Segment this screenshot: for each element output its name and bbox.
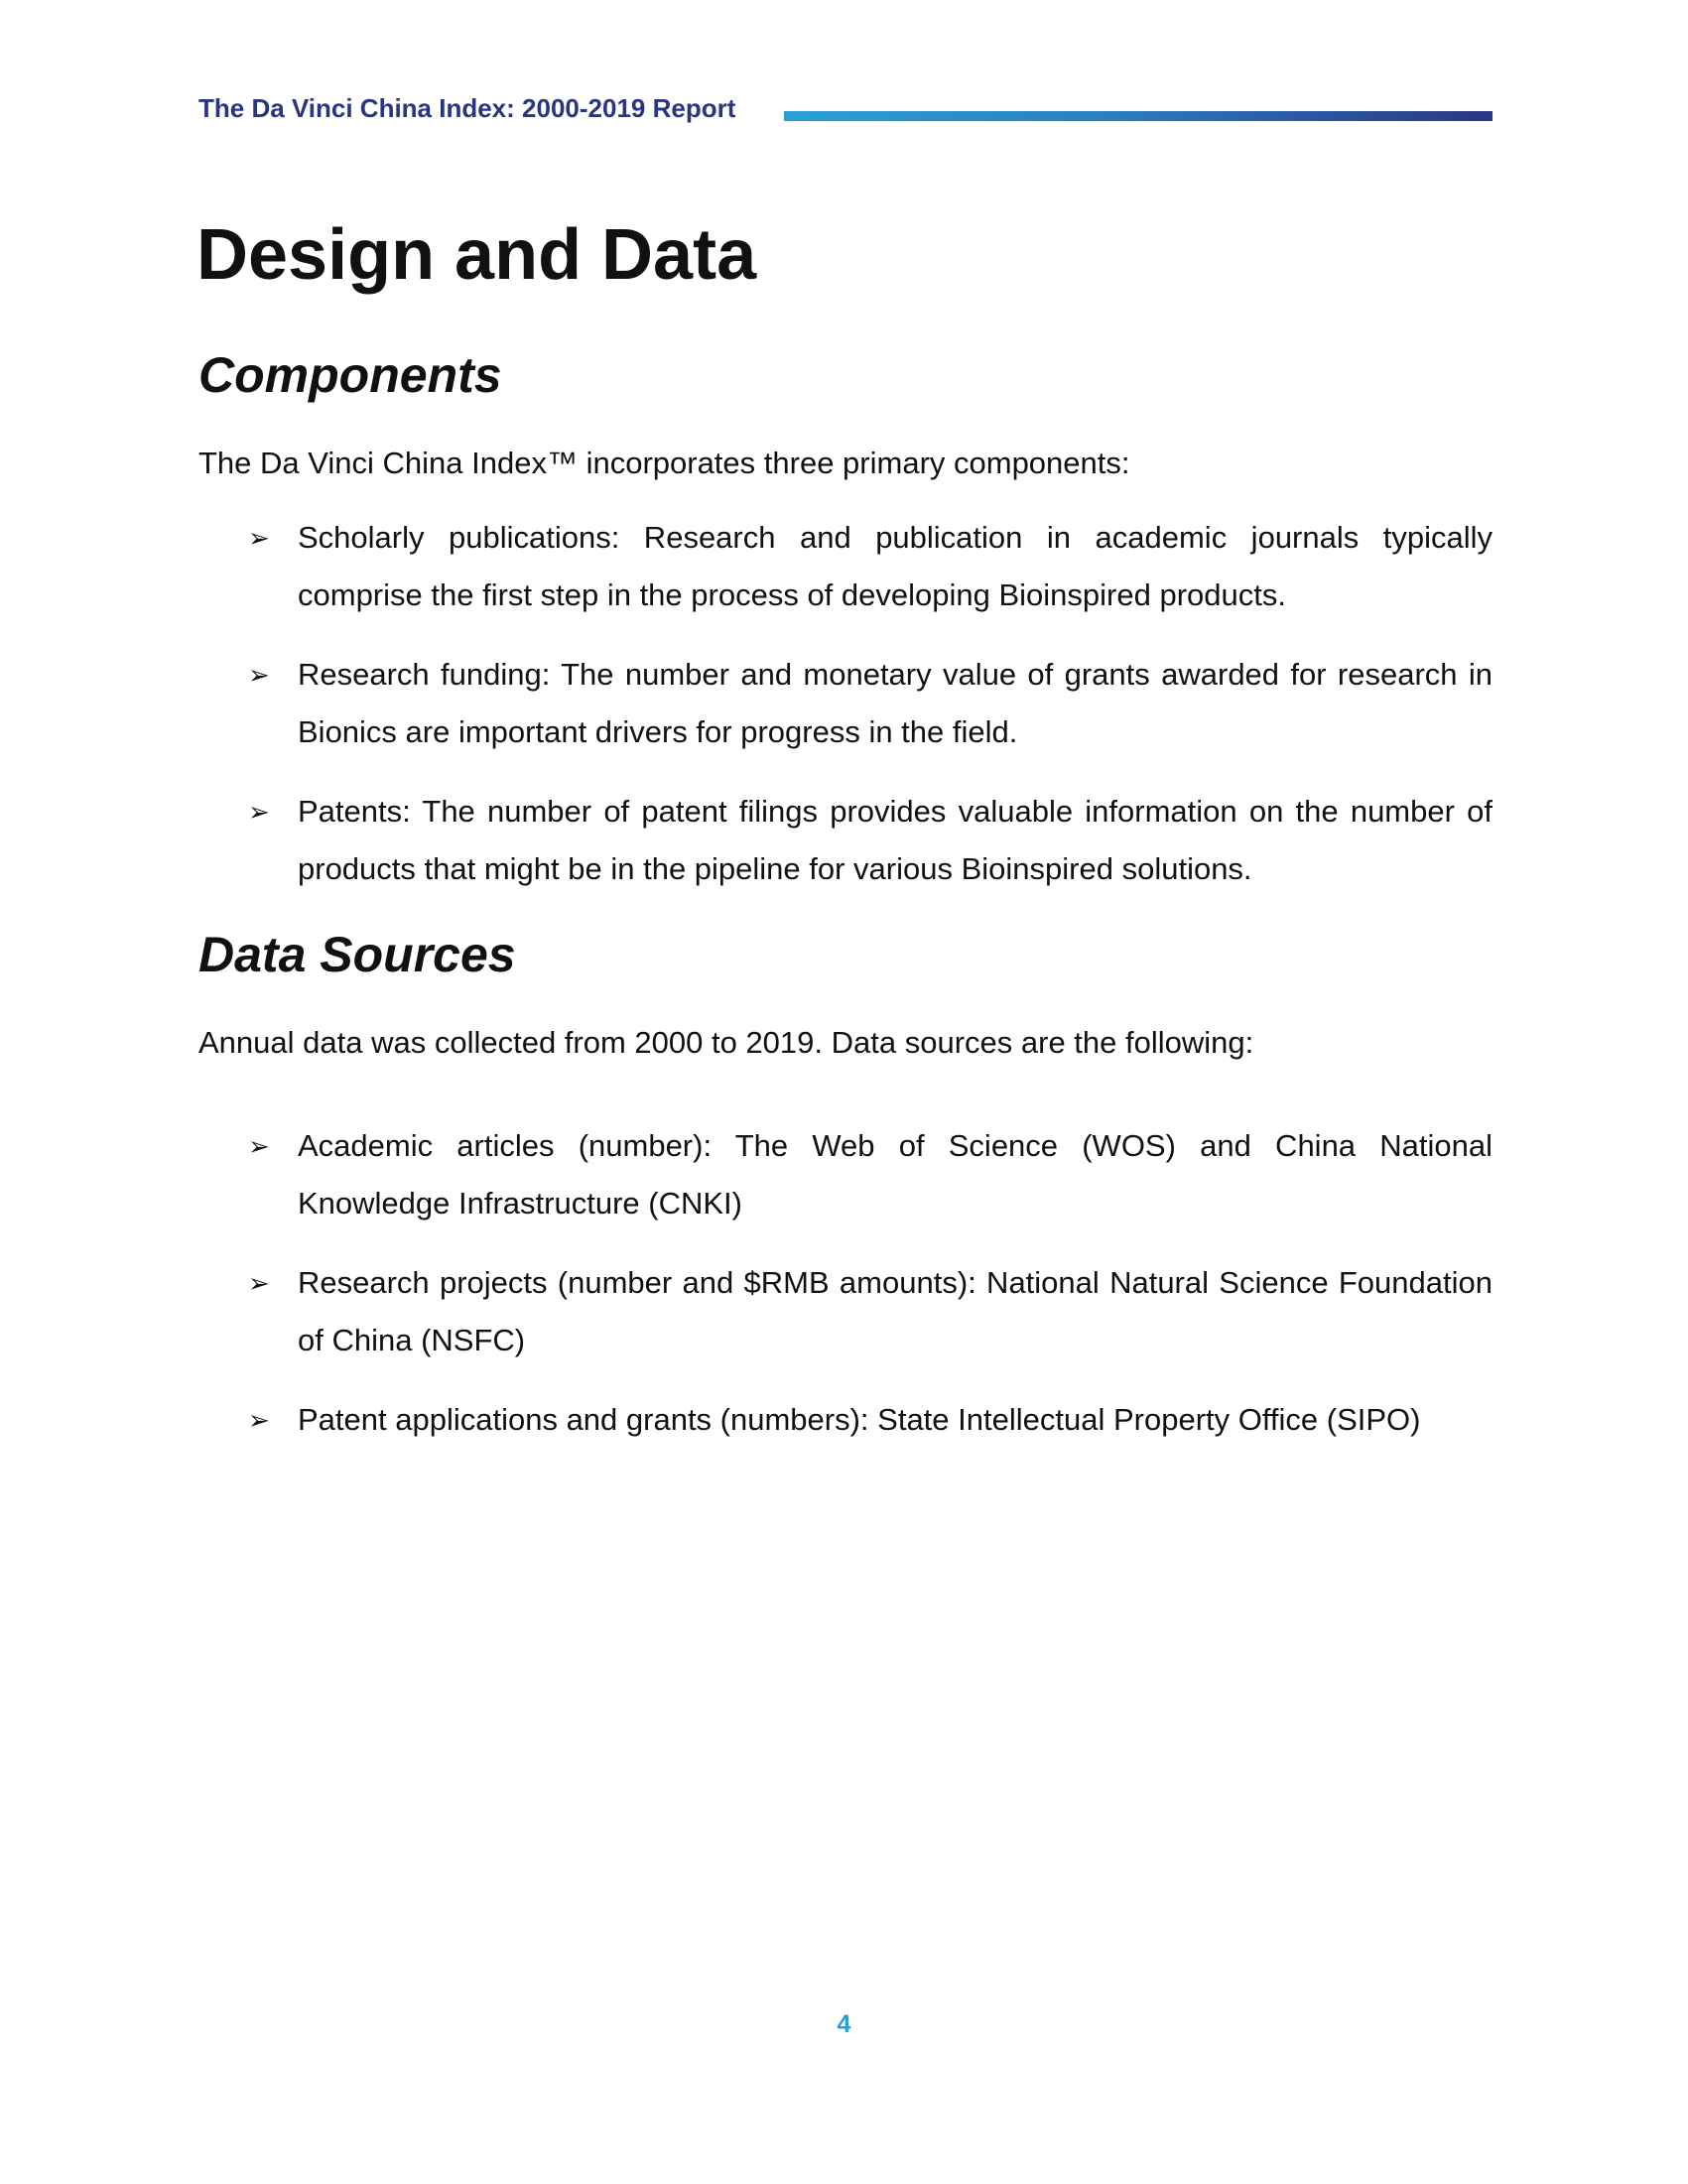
list-item	[248, 646, 1493, 761]
section-heading-components: Components	[198, 347, 502, 403]
arrow-bullet-icon: ➢	[248, 523, 270, 553]
arrow-bullet-icon: ➢	[248, 797, 270, 827]
list-item	[248, 1391, 1493, 1449]
section-heading-data-sources: Data Sources	[198, 927, 516, 982]
page-number: 4	[837, 2010, 851, 2038]
list-item	[248, 1254, 1493, 1369]
arrow-bullet-icon: ➢	[248, 660, 270, 690]
list-item-text: Research funding: The number and monetary value of grants awarded for research in Bionics are important drivers for progress in the field.	[298, 657, 1493, 749]
list-item-text: Patent applications and grants (numbers): State Intellectual Property Office (SIPO)	[298, 1402, 1421, 1437]
list-item-text: Patents: The number of patent filings provides valuable information on the number of products that might be in the pipeline for various Bioinspired solutions.	[298, 794, 1493, 886]
components-intro: The Da Vinci China Index™ incorporates three primary components:	[198, 446, 1130, 480]
list-item	[248, 509, 1493, 624]
list-item	[248, 1117, 1493, 1232]
list-item-text: Research projects (number and $RMB amounts): National Natural Science Foundation of China (NSFC)	[298, 1265, 1493, 1357]
arrow-bullet-icon: ➢	[248, 1131, 270, 1161]
arrow-bullet-icon: ➢	[248, 1268, 270, 1298]
header-divider-bar	[784, 111, 1493, 121]
arrow-bullet-icon: ➢	[248, 1405, 270, 1435]
page-title: Design and Data	[196, 215, 757, 295]
list-item-text: Academic articles (number): The Web of Science (WOS) and China National Knowledge Infrastructure (CNKI)	[298, 1128, 1493, 1220]
running-header-title: The Da Vinci China Index: 2000-2019 Report	[198, 93, 736, 123]
list-item-text: Scholarly publications: Research and publication in academic journals typically comprise the first step in the process of developing Bioinspired products.	[298, 520, 1493, 612]
list-item	[248, 783, 1493, 898]
data-sources-intro: Annual data was collected from 2000 to 2019. Data sources are the following:	[198, 1025, 1254, 1060]
